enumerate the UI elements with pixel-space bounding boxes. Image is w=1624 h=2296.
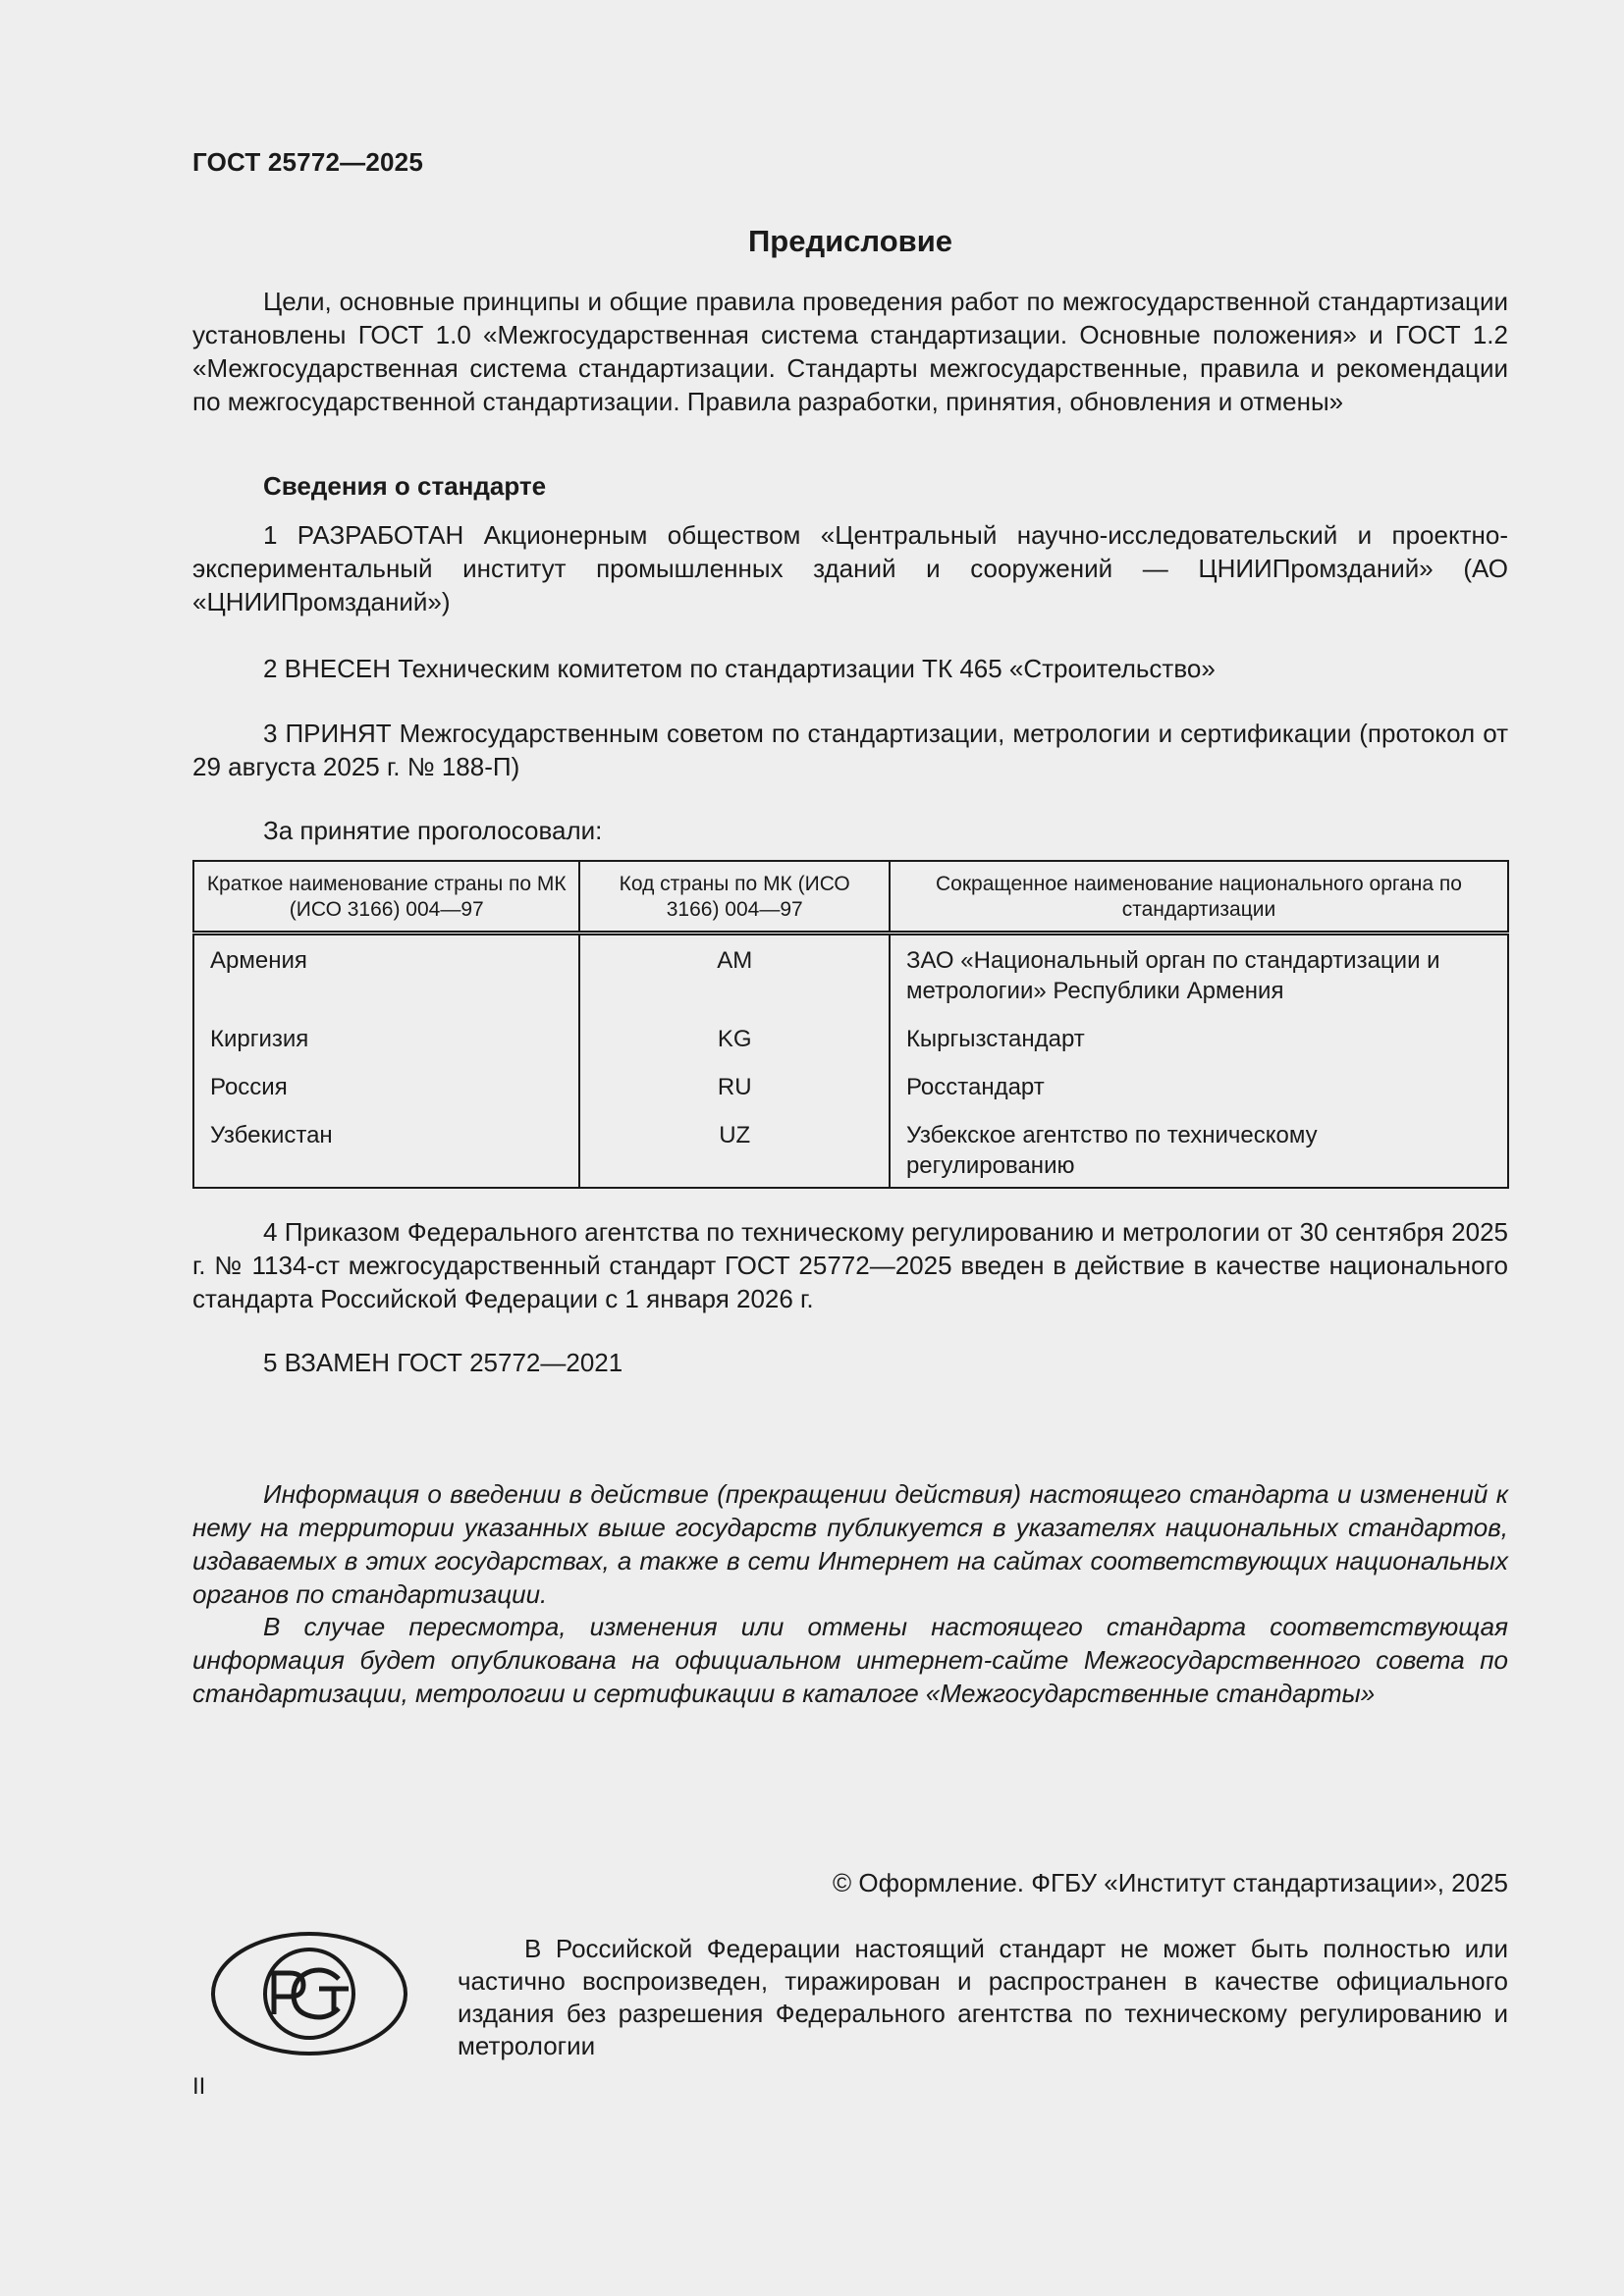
info-heading: Сведения о стандарте bbox=[263, 471, 547, 501]
agency-cell: Узбекское агентство по техническому регулированию bbox=[890, 1102, 1508, 1188]
item-submitted: 2 ВНЕСЕН Техническим комитетом по стандартизации ТК 465 «Строительство» bbox=[263, 654, 1216, 683]
rights-notice: В Российской Федерации настоящий стандарт не может быть полностью или частично воспроизведен, тиражирован и распространен в качестве официального издания без разрешения Федерального агентства по техническому регулированию и метрологии bbox=[458, 1934, 1508, 2060]
column-header-country: Краткое наименование страны по МК (ИСО 3166) 004—97 bbox=[193, 861, 579, 934]
doc-code: ГОСТ 25772—2025 bbox=[192, 147, 423, 177]
country-cell: Киргизия bbox=[210, 1026, 309, 1052]
notice-paragraph-2: В случае пересмотра, изменения или отмены настоящего стандарта соответствующая информация будет опубликована на официальном интернет-сайте Межгосударственного совета по стандартизации, метрологии и сертификации в каталоге «Межгосударственные стандарты» bbox=[192, 1612, 1508, 1708]
item-adopted: 3 ПРИНЯТ Межгосударственным советом по стандартизации, метрологии и сертификации (протокол от 29 августа 2025 г. № 188-П) bbox=[192, 719, 1508, 781]
country-code-cell: AM bbox=[579, 934, 889, 1007]
country-code-cell: RU bbox=[579, 1054, 889, 1102]
country-code-cell: KG bbox=[579, 1006, 889, 1054]
intro-paragraph: Цели, основные принципы и общие правила проведения работ по межгосударственной стандартизации установлены ГОСТ 1.0 «Межгосударственная система стандартизации. Основные положения» и ГОСТ 1.2 «Межгосударственная система стандартизации. Стандарты межгосударственные, правила и рекомендации по межгосударственной стандартизации. Правила разработки, принятия, обновления и отмены» bbox=[192, 287, 1508, 416]
column-header-agency: Сокращенное наименование национального органа по стандартизации bbox=[890, 861, 1508, 934]
country-code-cell: UZ bbox=[579, 1102, 889, 1188]
agency-cell: Росстандарт bbox=[890, 1054, 1508, 1102]
page-title: Предисловие bbox=[747, 224, 952, 258]
table-row bbox=[193, 1006, 1508, 1054]
page-number: II bbox=[192, 2073, 206, 2100]
votes-table bbox=[192, 860, 1509, 1189]
copyright-line: © Оформление. ФГБУ «Институт стандартизации», 2025 bbox=[833, 1868, 1508, 1897]
vote-label: За принятие проголосовали: bbox=[263, 816, 603, 845]
country-cell: Узбекистан bbox=[210, 1122, 333, 1148]
agency-cell: Кыргызстандарт bbox=[890, 1006, 1508, 1054]
rst-certification-mark-icon bbox=[209, 1930, 409, 2057]
item-enacted: 4 Приказом Федерального агентства по техническому регулированию и метрологии от 30 сентября 2025 г. № 1134-ст межгосударственный стандарт ГОСТ 25772—2025 введен в действие в качестве национального стандарта Российской Федерации с 1 января 2026 г. bbox=[192, 1217, 1508, 1313]
table-header-row bbox=[193, 861, 1508, 934]
item-replaces: 5 ВЗАМЕН ГОСТ 25772—2021 bbox=[263, 1348, 623, 1377]
table-row bbox=[193, 1102, 1508, 1188]
item-developed: 1 РАЗРАБОТАН Акционерным обществом «Центральный научно-исследовательский и проектно-экспериментальный институт промышленных зданий и сооружений — ЦНИИПромзданий» (АО «ЦНИИПромзданий») bbox=[192, 520, 1508, 616]
table-row bbox=[193, 1054, 1508, 1102]
country-cell: Армения bbox=[210, 947, 307, 974]
country-cell: Россия bbox=[210, 1074, 288, 1100]
agency-cell: ЗАО «Национальный орган по стандартизации и метрологии» Республики Армения bbox=[890, 934, 1508, 1007]
column-header-code: Код страны по МК (ИСО 3166) 004—97 bbox=[579, 861, 889, 934]
table-row bbox=[193, 934, 1508, 1007]
notice-paragraph-1: Информация о введении в действие (прекращении действия) настоящего стандарта и изменений к нему на территории указанных выше государств публикуется в указателях национальных стандартов, издаваемых в этих государствах, а также в сети Интернет на сайтах соответствующих национальных органов по стандартизации. bbox=[192, 1479, 1508, 1609]
